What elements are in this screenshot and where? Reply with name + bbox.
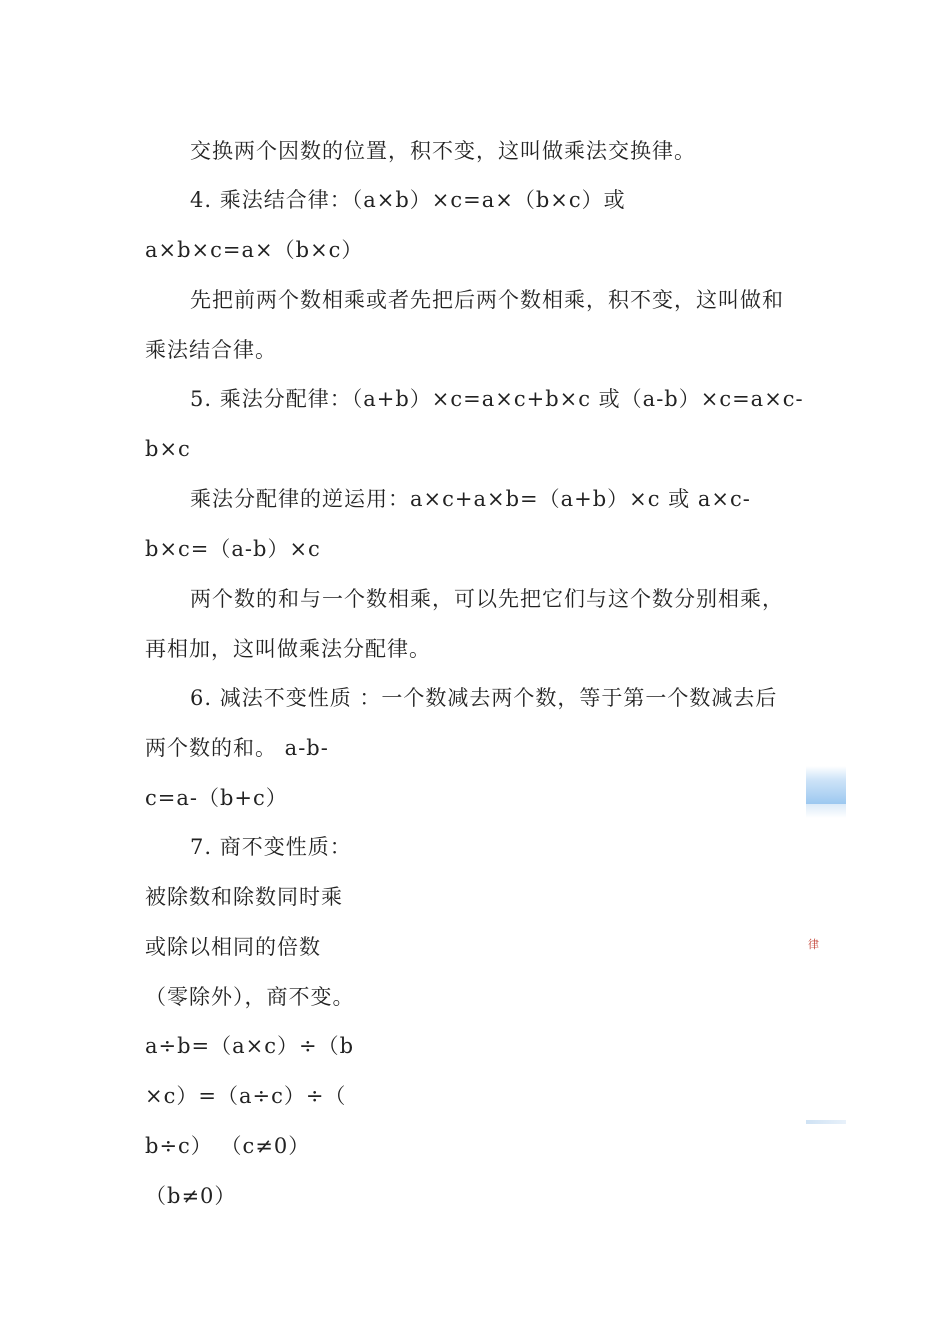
text-line: （零除外），商不变。	[145, 985, 355, 1009]
text-line: 乘法分配律的逆运用：a×c+a×b=（a+b）×c 或 a×c-	[190, 487, 751, 511]
sky-image	[806, 766, 846, 804]
text-line: （b≠0）	[145, 1184, 237, 1208]
text-line: 两个数的和与一个数相乘，可以先把它们与这个数分别相乘，	[190, 587, 784, 611]
side-mark-text: 律	[808, 938, 819, 951]
text-line: 4. 乘法结合律：（a×b）×c=a×（b×c）或	[190, 188, 626, 212]
text-line: 乘法结合律。	[145, 338, 277, 362]
text-line: 先把前两个数相乘或者先把后两个数相乘，积不变，这叫做和	[190, 288, 784, 312]
text-line: ×c）=（a÷c）÷（	[145, 1084, 347, 1108]
text-line: b÷c） （c≠0）	[145, 1134, 311, 1158]
text-line: 交换两个因数的位置，积不变，这叫做乘法交换律。	[190, 139, 696, 163]
text-line: 5. 乘法分配律：（a+b）×c=a×c+b×c 或（a-b）×c=a×c-	[190, 387, 804, 411]
text-line: 被除数和除数同时乘	[145, 885, 343, 909]
text-line: 两个数的和。 a-b-	[145, 736, 329, 760]
text-line: 7. 商不变性质：	[190, 835, 352, 859]
text-line: b×c=（a-b）×c	[145, 537, 321, 561]
text-line: c=a-（b+c）	[145, 786, 288, 810]
text-line: a×b×c=a×（b×c）	[145, 238, 364, 262]
text-line: 6. 减法不变性质 ：一个数减去两个数，等于第一个数减去后	[190, 686, 778, 710]
text-line: b×c	[145, 437, 191, 461]
sky-fade	[806, 804, 846, 818]
text-line: 再相加，这叫做乘法分配律。	[145, 637, 431, 661]
side-bottom-bar	[806, 1120, 846, 1124]
text-line: a÷b=（a×c）÷（b	[145, 1034, 355, 1058]
side-image-strip	[806, 766, 846, 1126]
text-line: 或除以相同的倍数	[145, 935, 321, 959]
